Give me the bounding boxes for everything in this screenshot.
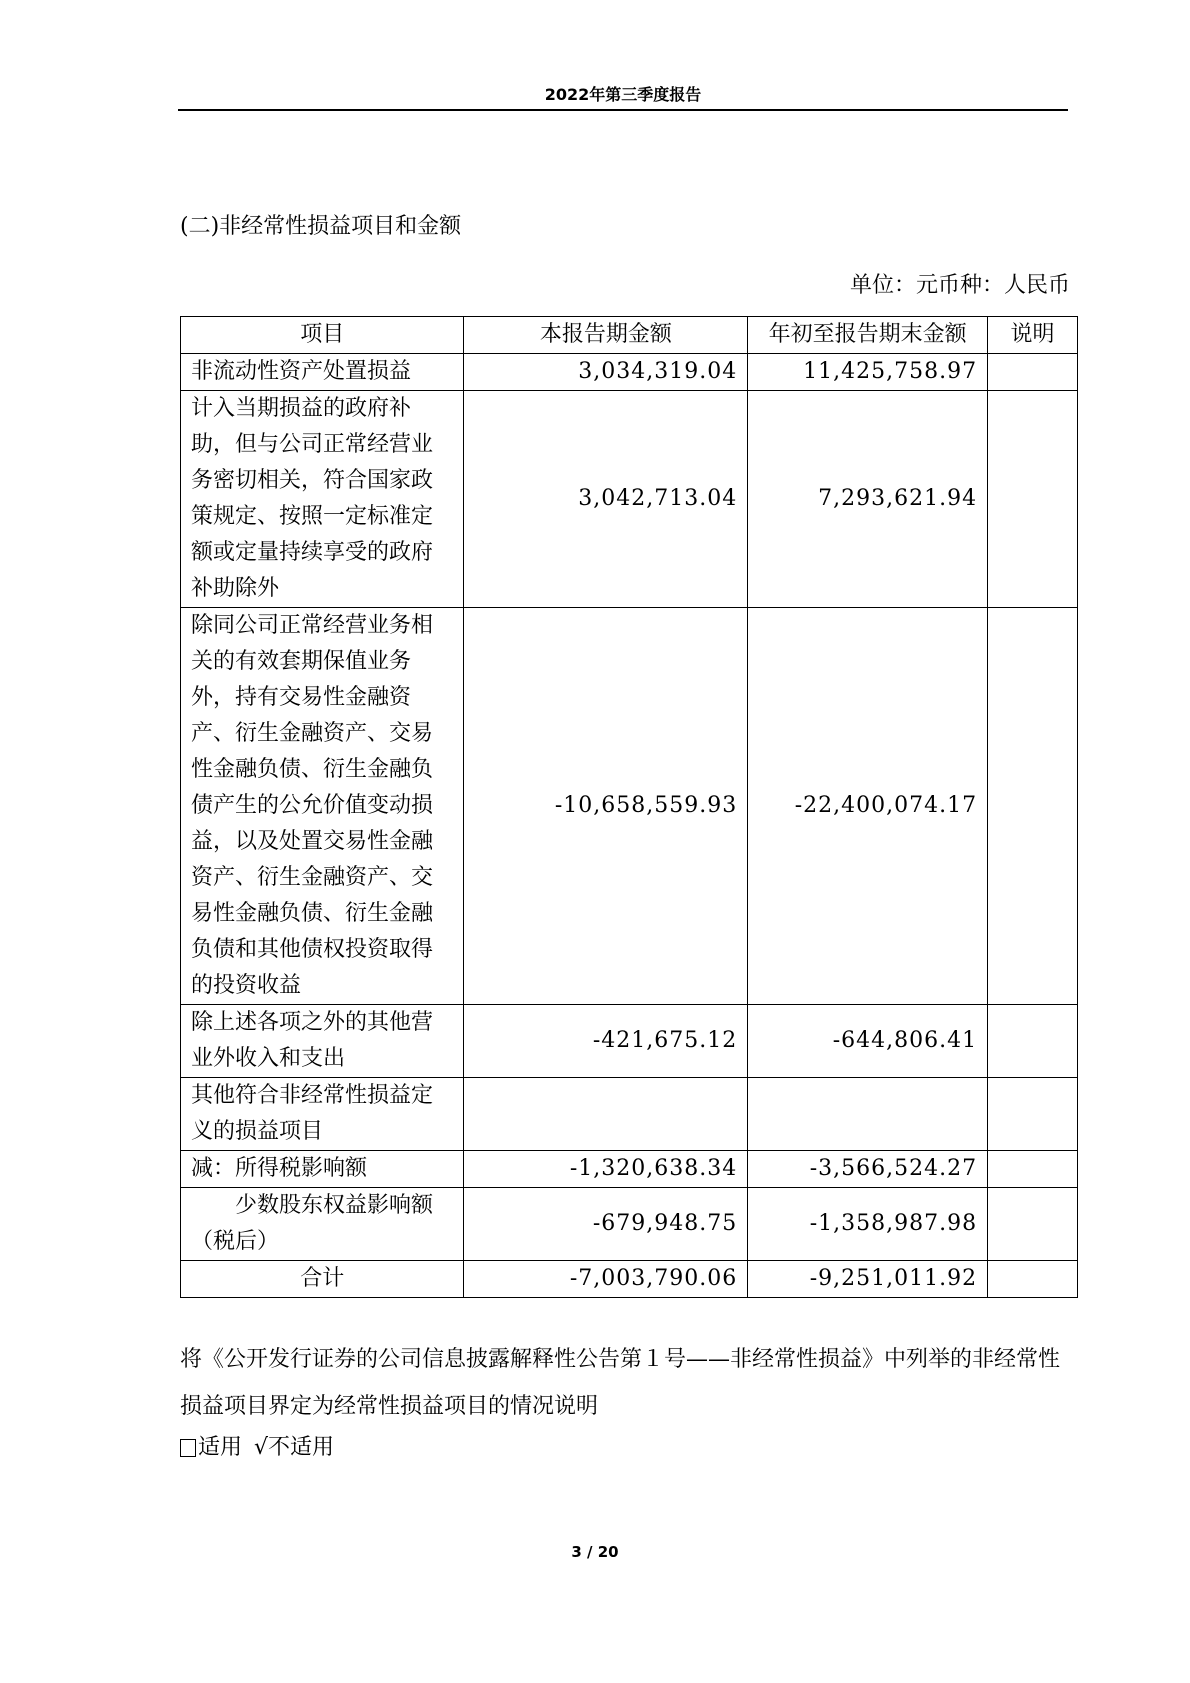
table-row xyxy=(181,1188,1078,1261)
header-item: 项目 xyxy=(181,317,464,354)
table-row xyxy=(181,1005,1078,1078)
row-current-amount: -421,675.12 xyxy=(464,1005,748,1078)
table-header-row xyxy=(181,317,1078,354)
row-ytd-amount: -22,400,074.17 xyxy=(748,608,988,1005)
total-current-amount: -7,003,790.06 xyxy=(464,1261,748,1298)
non-recurring-gains-table xyxy=(180,316,1078,1298)
row-note xyxy=(988,608,1078,1005)
row-ytd-amount: 7,293,621.94 xyxy=(748,391,988,608)
row-item-label: 非流动性资产处置损益 xyxy=(181,354,464,391)
table-row xyxy=(181,391,1078,608)
row-note xyxy=(988,1151,1078,1188)
table-total-row xyxy=(181,1261,1078,1298)
row-ytd-amount: -1,358,987.98 xyxy=(748,1188,988,1261)
page-header-title: 2022年第三季度报告 xyxy=(544,85,702,104)
total-ytd-amount: -9,251,011.92 xyxy=(748,1261,988,1298)
page-number: 3 / 20 xyxy=(571,1543,619,1561)
row-note xyxy=(988,354,1078,391)
unit-label: 单位：元币种：人民币 xyxy=(849,273,1070,298)
row-ytd-amount: 11,425,758.97 xyxy=(748,354,988,391)
header-divider xyxy=(178,109,1068,111)
row-note xyxy=(988,1188,1078,1261)
row-item-label: 除同公司正常经营业务相关的有效套期保值业务外，持有交易性金融资产、衍生金融资产、交易性金融负债、衍生金融负债产生的公允价值变动损益，以及处置交易性金融资产、衍生金融资产、交易性金融负债、衍生金融负债和其他债权投资取得的投资收益 xyxy=(181,608,464,1005)
row-item-label: 除上述各项之外的其他营业外收入和支出 xyxy=(181,1005,464,1078)
checkbox-empty-icon xyxy=(180,1439,196,1457)
row-current-amount: -679,948.75 xyxy=(464,1188,748,1261)
row-ytd-amount: -3,566,524.27 xyxy=(748,1151,988,1188)
row-current-amount: 3,034,319.04 xyxy=(464,354,748,391)
option-applicable: 适用 xyxy=(198,1435,243,1460)
row-current-amount: 3,042,713.04 xyxy=(464,391,748,608)
header-current-period: 本报告期金额 xyxy=(464,317,748,354)
header-year-to-date: 年初至报告期末金额 xyxy=(748,317,988,354)
classification-note: 将《公开发行证券的公司信息披露解释性公告第１号——非经常性损益》中列举的非经常性损益项目界定为经常性损益项目的情况说明 xyxy=(180,1347,1061,1419)
section-title: (二)非经常性损益项目和金额 xyxy=(180,214,462,239)
applicability-options xyxy=(180,1432,334,1464)
row-note xyxy=(988,391,1078,608)
header-note: 说明 xyxy=(988,317,1078,354)
row-ytd-amount: -644,806.41 xyxy=(748,1005,988,1078)
row-item-label: 减：所得税影响额 xyxy=(181,1151,464,1188)
table-row xyxy=(181,608,1078,1005)
row-ytd-amount xyxy=(748,1078,988,1151)
row-note xyxy=(988,1078,1078,1151)
row-note xyxy=(988,1005,1078,1078)
option-not-applicable: √不适用 xyxy=(254,1435,335,1460)
table-row xyxy=(181,354,1078,391)
total-label: 合计 xyxy=(181,1261,464,1298)
row-current-amount xyxy=(464,1078,748,1151)
row-item-label: 计入当期损益的政府补助，但与公司正常经营业务密切相关，符合国家政策规定、按照一定标准定额或定量持续享受的政府补助除外 xyxy=(181,391,464,608)
total-note xyxy=(988,1261,1078,1298)
row-current-amount: -10,658,559.93 xyxy=(464,608,748,1005)
table-row xyxy=(181,1078,1078,1151)
row-item-label: 少数股东权益影响额（税后） xyxy=(181,1188,464,1261)
row-item-label: 其他符合非经常性损益定义的损益项目 xyxy=(181,1078,464,1151)
table-row xyxy=(181,1151,1078,1188)
row-current-amount: -1,320,638.34 xyxy=(464,1151,748,1188)
